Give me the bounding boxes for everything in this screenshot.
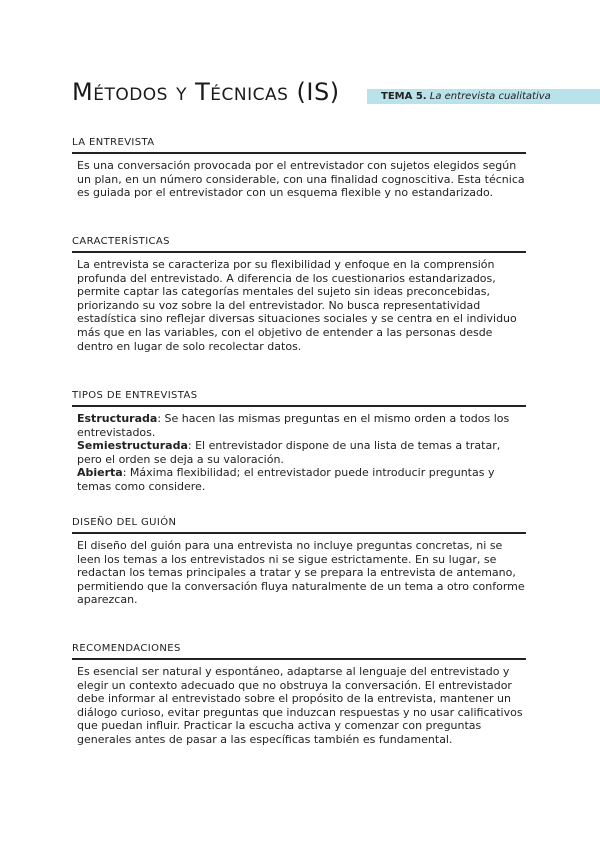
item-text: : Máxima flexibilidad; el entrevistador puede introducir preguntas y temas como considere. <box>77 466 495 493</box>
section-diseno-del-guion <box>72 517 526 607</box>
item-term: Estructurada <box>77 412 158 425</box>
section-body <box>72 258 526 353</box>
list-item <box>77 439 526 466</box>
section-body <box>72 665 526 747</box>
section-heading: TIPOS DE ENTREVISTAS <box>72 390 526 407</box>
section-body <box>72 412 526 494</box>
section-paragraph: Es esencial ser natural y espontáneo, adaptarse al lenguaje del entrevistado y elegir un contexto adecuado que no obstruya la conversación. El entrevistador debe informar al entrevistado sobre el propósito de la entrevista, mantener un diálogo curioso, evitar preguntas que induzcan respuestas y no usar calificativos que puedan influir. Practicar la escucha activa y comenzar con preguntas generales antes de pasar a las específicas también es fundamental. <box>77 665 523 746</box>
section-caracteristicas <box>72 236 526 353</box>
section-paragraph: Es una conversación provocada por el entrevistador con sujetos elegidos según un plan, en un número considerable, con una finalidad cognoscitiva. Esta técnica es guiada por el entrevistador con un esquema flexible y no estandarizado. <box>77 159 525 200</box>
section-body <box>72 539 526 607</box>
section-heading: DISEÑO DEL GUIÓN <box>72 517 526 534</box>
section-heading: RECOMENDACIONES <box>72 643 526 660</box>
item-term: Semiestructurada <box>77 439 188 453</box>
section-la-entrevista <box>72 137 526 200</box>
section-recomendaciones <box>72 643 526 747</box>
topic-badge <box>367 89 600 104</box>
page-title: Métodos y Técnicas (IS) <box>72 78 340 106</box>
topic-title: La entrevista cualitativa <box>429 91 551 102</box>
section-paragraph: El diseño del guión para una entrevista no incluye preguntas concretas, ni se leen los temas a los entrevistados ni se sigue estrictamente. En su lugar, se redactan los temas principales a tratar y se prepara la entrevista de antemano, permitiendo que la conversación fluya naturalmente de un tema a otro conforme aparezcan. <box>77 539 525 607</box>
list-item <box>77 412 526 439</box>
section-tipos-de-entrevistas <box>72 390 526 494</box>
item-text: : El entrevistador dispone de una lista de temas a tratar, pero el orden se deja a su valoración. <box>77 439 501 466</box>
section-paragraph: La entrevista se caracteriza por su flexibilidad y enfoque en la comprensión profunda del entrevistado. A diferencia de los cuestionarios estandarizados, permite captar las categorías mentales del sujeto sin ideas preconcebidas, priorizando su voz sobre la del entrevistador. No busca representatividad estadística sino reflejar diversas situaciones sociales y se centra en el individuo más que en las variables, con el objetivo de entender a las personas desde dentro en lugar de solo recolectar datos. <box>77 258 517 353</box>
section-heading: LA ENTREVISTA <box>72 137 526 154</box>
item-term: Abierta <box>77 466 123 480</box>
list-item <box>77 466 526 493</box>
section-heading: CARACTERÍSTICAS <box>72 236 526 253</box>
topic-number: TEMA 5. <box>381 91 427 102</box>
section-body <box>72 159 526 200</box>
item-text: : Se hacen las mismas preguntas en el mismo orden a todos los entrevistados. <box>77 412 510 439</box>
